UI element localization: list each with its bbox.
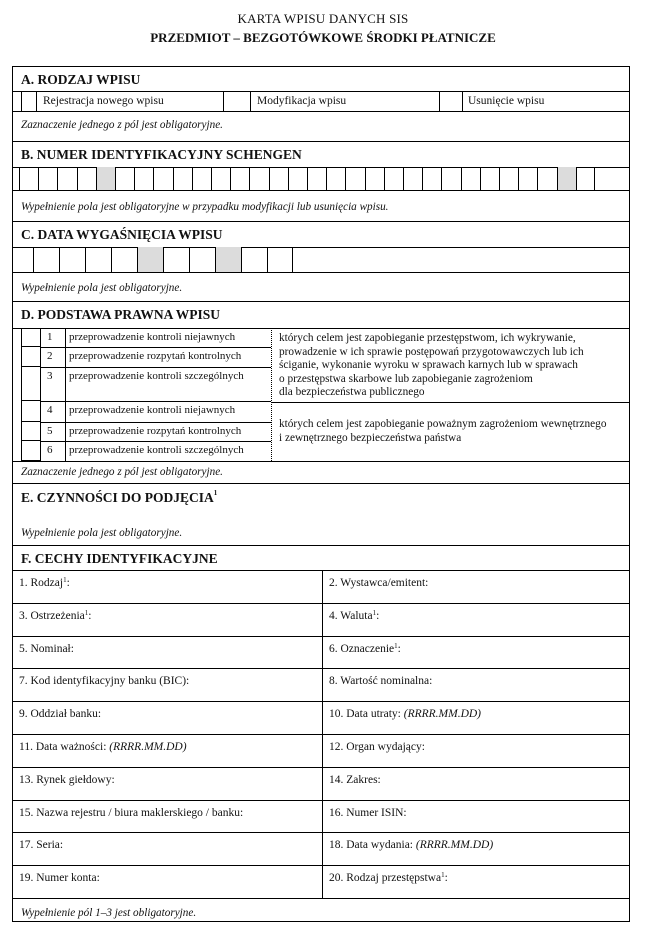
- schengen-digit-cell[interactable]: [461, 167, 480, 190]
- field-input-3[interactable]: [13, 603, 322, 636]
- schengen-digit-cell[interactable]: [96, 167, 115, 190]
- field-label-10: 10. Data utraty: (RRRR.MM.DD): [329, 708, 482, 721]
- date-digit-cell[interactable]: [85, 247, 111, 272]
- field-input-18[interactable]: [322, 832, 629, 865]
- date-digit-cell[interactable]: [137, 247, 163, 272]
- field-label-1: 1. Rodzaj$^1$:: [19, 576, 70, 589]
- section-f-note: Wypełnienie pól 1–3 jest obligatoryjne.: [21, 907, 197, 919]
- field-input-20[interactable]: [322, 865, 629, 898]
- date-digit-cell[interactable]: [33, 247, 59, 272]
- purpose-line: dla bezpieczeństwa publicznego: [279, 386, 425, 398]
- legal-basis-number: 1: [47, 331, 53, 343]
- field-input-13[interactable]: [13, 767, 322, 800]
- schengen-digit-cell[interactable]: [77, 167, 96, 190]
- field-input-8[interactable]: [322, 668, 629, 701]
- field-input-14[interactable]: [322, 767, 629, 800]
- field-label-12: 12. Organ wydający:: [329, 741, 425, 753]
- field-input-6[interactable]: [322, 636, 629, 669]
- schengen-digit-cell[interactable]: [345, 167, 364, 190]
- section-b-title: B. NUMER IDENTYFIKACYJNY SCHENGEN: [21, 147, 302, 162]
- section-c-title: C. DATA WYGAŚNIĘCIA WPISU: [21, 227, 223, 242]
- schengen-digit-cell[interactable]: [211, 167, 230, 190]
- schengen-digit-cell[interactable]: [134, 167, 153, 190]
- schengen-digit-cell[interactable]: [115, 167, 134, 190]
- field-input-11[interactable]: [13, 734, 322, 767]
- purpose-line: których celem jest zapobieganie przestępstwom, ich wykrywanie,: [279, 332, 576, 344]
- section-f-title: F. CECHY IDENTYFIKACYJNE: [21, 551, 218, 566]
- section-d-note: Zaznaczenie jednego z pól jest obligatoryjne.: [21, 466, 223, 478]
- date-digit-cell[interactable]: [267, 247, 293, 272]
- section-e-title: E. CZYNNOŚCI DO PODJĘCIA$^1$: [21, 489, 218, 505]
- field-input-2[interactable]: [322, 570, 629, 603]
- schengen-digit-cell[interactable]: [537, 167, 556, 190]
- field-label-3: 3. Ostrzeżenia$^1$:: [19, 608, 92, 622]
- legal-basis-number: 5: [47, 425, 53, 437]
- field-label-5: 5. Nominał:: [19, 642, 74, 655]
- schengen-digit-cell[interactable]: [173, 167, 192, 190]
- checkbox-delete-entry[interactable]: [439, 91, 463, 111]
- purpose-line: ściganie, wykonanie wyroku w sprawach karnych lub w sprawach: [279, 359, 578, 371]
- legal-basis-checkbox[interactable]: [21, 422, 41, 441]
- field-input-9[interactable]: [13, 701, 322, 734]
- schengen-digit-cell[interactable]: [288, 167, 307, 190]
- legal-basis-checkbox[interactable]: [21, 401, 41, 422]
- schengen-digit-cell[interactable]: [230, 167, 249, 190]
- legal-basis-checkbox[interactable]: [21, 367, 41, 401]
- schengen-digit-cell[interactable]: [403, 167, 422, 190]
- form-card: [12, 66, 630, 922]
- section-e-note: Wypełnienie pola jest obligatoryjne.: [21, 527, 183, 539]
- legal-basis-label: przeprowadzenie kontroli niejawnych: [69, 404, 236, 416]
- date-digit-cell[interactable]: [241, 247, 267, 272]
- schengen-digit-cell[interactable]: [365, 167, 384, 190]
- schengen-digit-cell[interactable]: [307, 167, 326, 190]
- schengen-digit-cell[interactable]: [192, 167, 211, 190]
- schengen-digit-cell[interactable]: [384, 167, 403, 190]
- section-a-note: Zaznaczenie jednego z pól jest obligatoryjne.: [21, 119, 223, 131]
- option-label-new: Rejestracja nowego wpisu: [43, 95, 164, 107]
- schengen-digit-cell[interactable]: [326, 167, 345, 190]
- purpose-text-2: [279, 418, 606, 445]
- field-label-4: 4. Waluta$^1$:: [329, 608, 380, 622]
- field-label-17: 17. Seria:: [19, 839, 64, 852]
- field-input-12[interactable]: [322, 734, 629, 767]
- field-input-16[interactable]: [322, 800, 629, 833]
- schengen-digit-cell[interactable]: [57, 167, 76, 190]
- schengen-digit-cell[interactable]: [557, 167, 576, 190]
- field-label-9: 9. Oddział banku:: [19, 708, 102, 721]
- option-label-delete: Usunięcie wpisu: [468, 95, 545, 107]
- schengen-digit-cell[interactable]: [153, 167, 172, 190]
- document-subtitle: PRZEDMIOT – BEZGOTÓWKOWE ŚRODKI PŁATNICZE: [150, 30, 496, 45]
- field-label-16: 16. Numer ISIN:: [329, 806, 407, 819]
- legal-basis-label: przeprowadzenie kontroli szczególnych: [69, 444, 244, 456]
- checkbox-new-entry[interactable]: [21, 91, 37, 111]
- field-input-10[interactable]: [322, 701, 629, 734]
- legal-basis-number: 4: [47, 404, 53, 416]
- purpose-line: których celem jest zapobieganie poważnym zagrożeniom wewnętrznego: [279, 418, 607, 430]
- field-input-4[interactable]: [322, 603, 629, 636]
- field-label-6: 6. Oznaczenie$^1$:: [329, 641, 401, 655]
- field-input-17[interactable]: [13, 832, 322, 865]
- field-input-5[interactable]: [13, 636, 322, 669]
- legal-basis-label: przeprowadzenie kontroli niejawnych: [69, 331, 236, 343]
- schengen-digit-cell[interactable]: [518, 167, 537, 190]
- document-title: KARTA WPISU DANYCH SIS: [237, 11, 409, 26]
- purpose-line: o przestępstwa skarbowe lub zapobieganie zagrożeniom: [279, 372, 533, 385]
- schengen-digit-cell[interactable]: [38, 167, 57, 190]
- date-digit-cell[interactable]: [215, 247, 241, 272]
- date-digit-cell[interactable]: [59, 247, 85, 272]
- schengen-digit-cell[interactable]: [422, 167, 441, 190]
- checkbox-modify-entry[interactable]: [223, 91, 251, 111]
- date-digit-cell[interactable]: [111, 247, 137, 272]
- date-digit-cell[interactable]: [163, 247, 189, 272]
- field-label-11: 11. Data ważności: (RRRR.MM.DD): [19, 741, 187, 753]
- field-label-19: 19. Numer konta:: [19, 872, 100, 885]
- schengen-digit-cell[interactable]: [249, 167, 268, 190]
- field-label-14: 14. Zakres:: [329, 773, 381, 786]
- field-label-8: 8. Wartość nominalna:: [329, 675, 433, 688]
- field-input-1[interactable]: [13, 570, 322, 603]
- field-label-13: 13. Rynek giełdowy:: [19, 773, 115, 786]
- date-digit-cell[interactable]: [189, 247, 215, 272]
- legal-basis-checkbox[interactable]: [21, 347, 41, 367]
- field-label-2: 2. Wystawca/emitent:: [329, 577, 429, 589]
- legal-basis-number: 6: [47, 444, 53, 456]
- schengen-digit-cell[interactable]: [269, 167, 288, 190]
- legal-basis-label: przeprowadzenie rozpytań kontrolnych: [69, 350, 242, 362]
- field-label-18: 18. Data wydania: (RRRR.MM.DD): [329, 839, 494, 852]
- field-label-7: 7. Kod identyfikacyjny banku (BIC):: [19, 675, 190, 688]
- section-b-note: Wypełnienie pola jest obligatoryjne w przypadku modyfikacji lub usunięcia wpisu.: [21, 201, 389, 213]
- purpose-line: prowadzenie w ich sprawie postępowań przygotowawczych lub ich: [279, 345, 584, 358]
- field-input-7[interactable]: [13, 668, 322, 701]
- field-input-15[interactable]: [13, 800, 322, 833]
- legal-basis-label: przeprowadzenie kontroli szczególnych: [69, 370, 244, 382]
- option-label-modify: Modyfikacja wpisu: [257, 95, 347, 107]
- section-a-title: A. RODZAJ WPISU: [21, 72, 141, 87]
- field-label-15: 15. Nazwa rejestru / biura maklerskiego / banku:: [19, 806, 244, 819]
- purpose-line: i zewnętrznego bezpieczeństwa państwa: [279, 431, 462, 444]
- field-input-19[interactable]: [13, 865, 322, 898]
- schengen-digit-cell[interactable]: [499, 167, 518, 190]
- legal-basis-label: przeprowadzenie rozpytań kontrolnych: [69, 425, 242, 437]
- schengen-digit-cell[interactable]: [441, 167, 460, 190]
- legal-basis-checkbox[interactable]: [21, 441, 41, 461]
- legal-basis-number: 3: [47, 370, 53, 382]
- field-label-20: 20. Rodzaj przestępstwa$^1$:: [329, 871, 448, 885]
- purpose-text-1: [279, 332, 584, 400]
- section-c-note: Wypełnienie pola jest obligatoryjne.: [21, 282, 183, 294]
- schengen-digit-cell[interactable]: [576, 167, 595, 190]
- schengen-digit-cell[interactable]: [480, 167, 499, 190]
- legal-basis-number: 2: [47, 350, 53, 362]
- schengen-digit-cell[interactable]: [19, 167, 38, 190]
- footnote-mark: 1: [213, 489, 218, 497]
- section-d-title: D. PODSTAWA PRAWNA WPISU: [21, 307, 221, 322]
- legal-basis-checkbox[interactable]: [21, 328, 41, 347]
